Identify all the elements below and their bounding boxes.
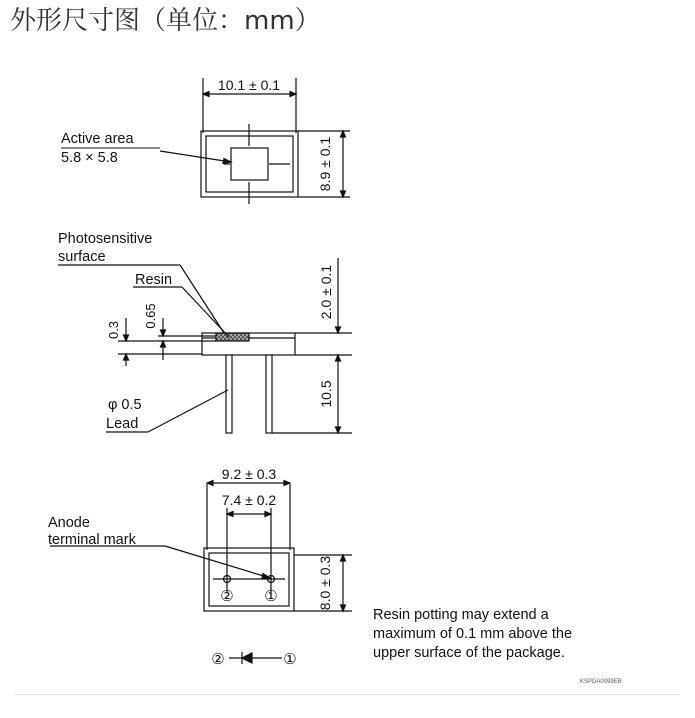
lead-left <box>226 355 232 433</box>
dim-2-0: 2.0 ± 0.1 <box>318 264 334 320</box>
side-view <box>58 258 352 433</box>
bottom-view <box>50 481 352 665</box>
pin-2-label: ② <box>220 588 234 605</box>
drawing-code: KSPDA0099EB <box>580 679 622 685</box>
lead-diameter: φ 0.5 <box>108 397 142 413</box>
active-area-size: 5.8 × 5.8 <box>61 150 118 166</box>
divider <box>14 694 680 695</box>
note-line: Resin potting may extend a <box>373 607 549 623</box>
active-area <box>231 148 268 180</box>
bottom-inner-dim: 7.4 ± 0.2 <box>221 492 277 508</box>
photosensitive-label-1: Photosensitive <box>58 231 153 247</box>
anode-label-1: Anode <box>48 515 90 531</box>
anode-label-2: terminal mark <box>48 532 136 548</box>
bottom-outer-dim: 9.2 ± 0.3 <box>221 466 277 482</box>
dim-0-3: 0.3 <box>106 320 121 340</box>
dim-10-5: 10.5 <box>318 380 334 408</box>
top-width-dim: 10.1 ± 0.1 <box>217 77 281 93</box>
photosensitive-label-2: surface <box>58 249 106 265</box>
symbol-right-pin: ① <box>283 651 297 668</box>
dim-0-65: 0.65 <box>143 303 158 329</box>
note-line: maximum of 0.1 mm above the <box>373 626 573 642</box>
symbol-left-pin: ② <box>211 651 225 668</box>
active-area-label: Active area <box>61 131 134 147</box>
top-height-dim: 8.9 ± 0.1 <box>317 136 333 192</box>
bottom-height-dim: 8.0 ± 0.3 <box>317 555 333 611</box>
resin-potting <box>216 333 249 341</box>
pin-1-label: ① <box>264 588 278 605</box>
resin-label: Resin <box>135 272 173 288</box>
page-title: 外形尺寸图（单位：mm） <box>10 6 321 36</box>
resin-potting-note <box>373 606 572 663</box>
note-line: upper surface of the package. <box>373 645 565 661</box>
lead-right <box>266 355 272 433</box>
lead-label: Lead <box>106 416 139 432</box>
